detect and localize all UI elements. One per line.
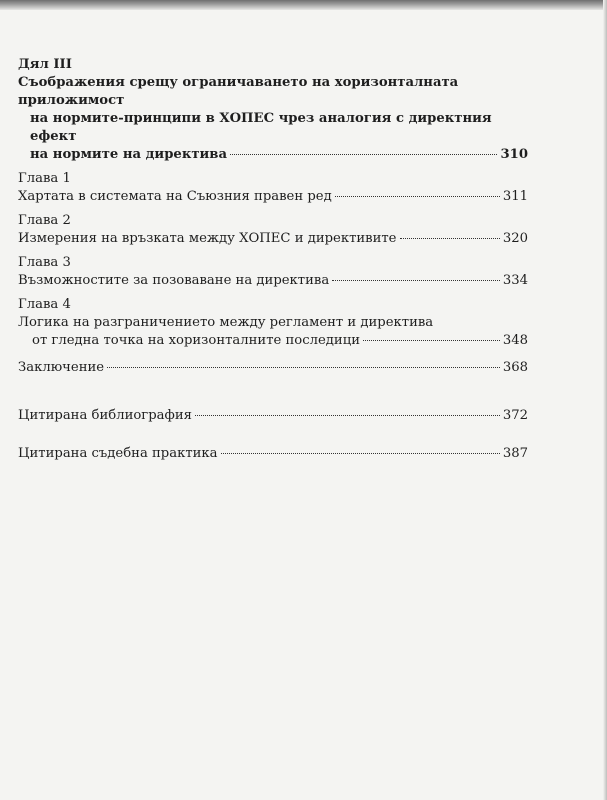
chapter-title: Логика на разграничението между регламент и директива [18, 315, 434, 330]
toc-chapter-1 [18, 170, 528, 206]
dot-leader [363, 340, 500, 341]
part-title-line: на нормите-принципи в ХОПЕС чрез аналогия с директния ефект [30, 111, 492, 144]
part-title [18, 74, 528, 164]
toc-chapter-3 [18, 254, 528, 290]
part-title-line: Съображения срещу ограничаването на хоризонталната приложимост [18, 75, 459, 108]
chapter-title: Хартата в системата на Съюзния правен ред [18, 189, 332, 204]
page-number: 320 [502, 231, 528, 246]
page-number: 348 [502, 333, 528, 348]
chapter-title: Измерения на връзката между ХОПЕС и директивите [18, 231, 397, 246]
dot-leader [230, 154, 497, 155]
toc-conclusion [18, 359, 528, 377]
toc-entry-row [18, 230, 528, 248]
page-number: 372 [502, 408, 528, 423]
page-number: 311 [502, 189, 528, 204]
toc-entry-row [18, 272, 528, 290]
page-number: 334 [502, 273, 528, 288]
chapter-title: Възможностите за позоваване на директива [18, 273, 330, 288]
toc-entry-row [18, 188, 528, 206]
conclusion-title: Заключение [18, 360, 105, 375]
toc-entry-row [18, 146, 528, 164]
dot-leader [335, 196, 500, 197]
dot-leader [195, 415, 500, 416]
part-title-line: на нормите на директива [30, 147, 228, 162]
page-number: 368 [502, 360, 528, 375]
chapter-label: Глава 4 [18, 297, 71, 312]
case-law-title: Цитирана съдебна практика [18, 446, 218, 461]
bibliography-title: Цитирана библиография [18, 408, 192, 423]
toc-bibliography [18, 407, 528, 425]
chapter-label: Глава 1 [18, 171, 71, 186]
scan-edge-right [603, 0, 607, 800]
chapter-label: Глава 3 [18, 255, 71, 270]
part-label: Дял III [18, 57, 72, 72]
page-number: 387 [502, 446, 528, 461]
dot-leader [107, 367, 500, 368]
toc-chapter-4 [18, 296, 528, 350]
toc-case-law [18, 445, 528, 463]
table-of-contents [18, 56, 528, 463]
dot-leader [221, 453, 500, 454]
chapter-title-line: от гледна точка на хоризонталните последици [32, 333, 360, 348]
toc-chapter-2 [18, 212, 528, 248]
chapter-label: Глава 2 [18, 213, 71, 228]
dot-leader [332, 280, 500, 281]
toc-part [18, 56, 528, 164]
toc-entry-row [18, 332, 528, 350]
dot-leader [400, 238, 500, 239]
page-number: 310 [500, 147, 528, 162]
scan-edge-top [0, 0, 607, 10]
